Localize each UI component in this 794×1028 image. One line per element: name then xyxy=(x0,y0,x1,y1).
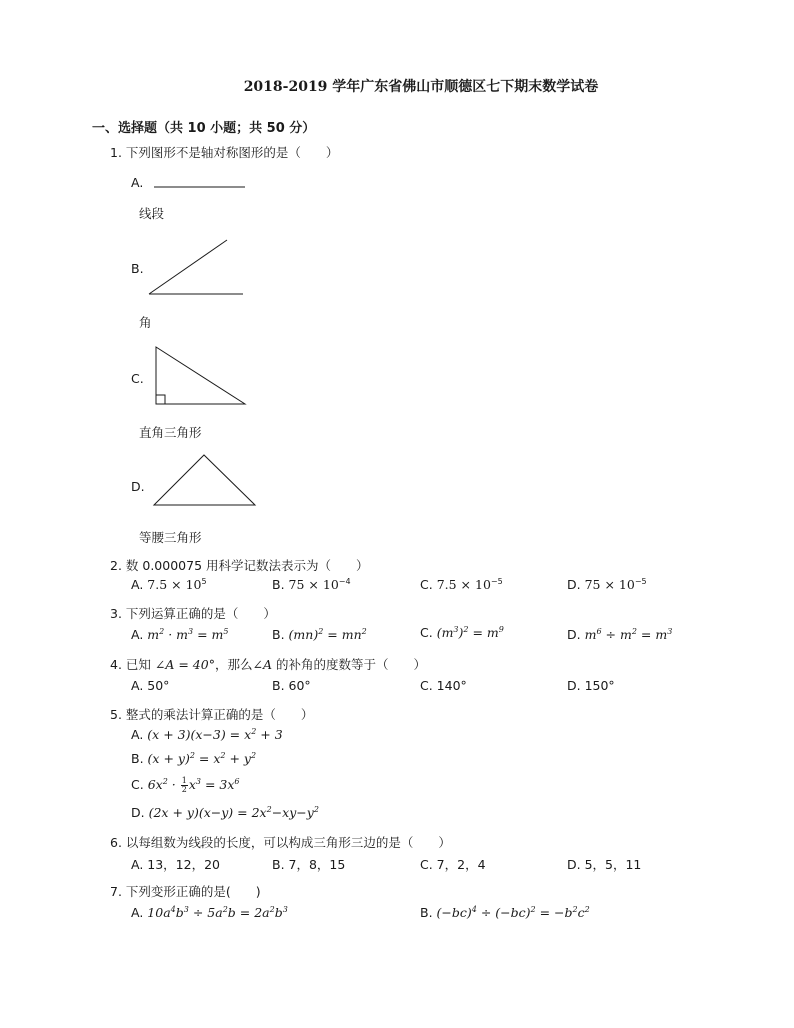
q3-a-label: A. xyxy=(131,627,144,643)
q1-option-b-label: B. xyxy=(131,261,144,276)
q3-c-label: C. xyxy=(420,625,433,641)
q4-stem-math: ∠A = 40° xyxy=(154,657,215,672)
q2-a-exponent: 5 xyxy=(201,577,207,586)
q5-d-label: D. xyxy=(131,805,145,821)
q5-option-b xyxy=(131,751,256,766)
question-1-stem: 1. 下列图形不是轴对称图形的是（ ） xyxy=(110,145,339,160)
q2-c-label: C. xyxy=(420,577,433,593)
q7-a-expression: $10a^4b^3 \div 5a^2b = 2a^2b^3$ xyxy=(147,905,288,921)
right-triangle-figure xyxy=(152,344,250,408)
q2-option-d xyxy=(567,577,647,592)
q2-d-value: 75 × 10 xyxy=(584,577,635,593)
q5-a-expression: $(x + 3)(x-3) = x^2 + 3$ xyxy=(147,727,283,743)
q4-stem-post: 的补角的度数等于（ ） xyxy=(275,657,426,672)
q3-option-d xyxy=(567,627,672,642)
question-5-stem: 5. 整式的乘法计算正确的是（ ） xyxy=(110,707,314,722)
q3-d-expression: $m^6 \div m^2 = m^3$ xyxy=(584,627,673,643)
q7-a-label: A. xyxy=(131,905,144,921)
q7-option-b xyxy=(420,905,590,920)
q1-option-a-caption: 线段 xyxy=(139,206,165,221)
q3-option-a xyxy=(131,627,229,642)
question-7-stem: 7. 下列变形正确的是( ) xyxy=(110,884,261,899)
q7-b-expression: $(-bc)^4 \div (-bc)^2 = -b^2c^2$ xyxy=(436,905,590,921)
question-4-stem xyxy=(110,655,426,673)
q2-option-b xyxy=(272,577,351,592)
q3-option-b xyxy=(272,627,367,642)
q4-option-c: C. 140° xyxy=(420,678,467,693)
q3-option-c xyxy=(420,625,504,640)
isosceles-triangle-figure xyxy=(150,451,260,509)
q1-option-c-caption: 直角三角形 xyxy=(139,425,202,440)
q5-b-label: B. xyxy=(131,751,144,767)
q2-option-a xyxy=(131,577,207,592)
q2-b-exponent: −4 xyxy=(338,577,351,586)
q5-a-label: A. xyxy=(131,727,144,743)
q2-option-c xyxy=(420,577,503,592)
q3-d-label: D. xyxy=(567,627,581,643)
q6-option-a: A. 13，12，20 xyxy=(131,857,220,872)
q3-b-label: B. xyxy=(272,627,285,643)
q5-c-label: C. xyxy=(131,777,144,793)
section-heading: 一、选择题（共 10 小题；共 50 分） xyxy=(92,121,316,136)
q2-d-label: D. xyxy=(567,577,581,593)
question-3-stem: 3. 下列运算正确的是（ ） xyxy=(110,606,276,621)
q4-option-a: A. 50° xyxy=(131,678,170,693)
q4-option-d: D. 150° xyxy=(567,678,615,693)
q3-a-expression: $m^2 \cdot m^3 = m^5$ xyxy=(147,627,229,643)
q2-a-value: 7.5 × 10 xyxy=(147,577,202,593)
q7-b-label: B. xyxy=(420,905,433,921)
q2-b-value: 75 × 10 xyxy=(288,577,339,593)
q1-option-a-label: A. xyxy=(131,175,144,190)
q6-option-c: C. 7，2，4 xyxy=(420,857,486,872)
q4-stem-mid: ，那么 xyxy=(214,657,253,672)
q4-option-b: B. 60° xyxy=(272,678,311,693)
q6-option-d: D. 5，5，11 xyxy=(567,857,642,872)
q3-c-expression: $(m^3)^2 = m^9$ xyxy=(436,625,504,641)
q5-d-expression: $(2x + y)(x-y) = 2x^2-xy-y^2$ xyxy=(148,805,319,821)
page-title: 2018-2019 学年广东省佛山市顺德区七下期末数学试卷 xyxy=(243,79,599,95)
q1-option-c-label: C. xyxy=(131,371,144,386)
q5-option-c xyxy=(131,777,240,794)
q4-stem-pre: 4. 已知 xyxy=(110,657,151,672)
q2-a-label: A. xyxy=(131,577,144,593)
question-6-stem: 6. 以每组数为线段的长度，可以构成三角形三边的是（ ） xyxy=(110,835,451,850)
q5-option-d xyxy=(131,805,319,820)
q5-option-a xyxy=(131,727,283,742)
q2-d-exponent: −5 xyxy=(634,577,647,586)
q2-b-label: B. xyxy=(272,577,285,593)
q3-b-expression: $(mn)^2 = mn^2$ xyxy=(288,627,367,643)
q1-option-b-caption: 角 xyxy=(139,315,152,330)
q7-option-a xyxy=(131,905,288,920)
q1-option-d-label: D. xyxy=(131,479,145,494)
q2-c-exponent: −5 xyxy=(490,577,503,586)
q5-b-expression: $(x + y)^2 = x^2 + y^2$ xyxy=(147,751,257,767)
q4-stem-math2: ∠A xyxy=(252,657,272,672)
q6-option-b: B. 7，8，15 xyxy=(272,857,346,872)
question-2-stem: 2. 数 0.000075 用科学记数法表示为（ ） xyxy=(110,558,369,573)
q2-c-value: 7.5 × 10 xyxy=(436,577,491,593)
angle-figure xyxy=(145,236,249,300)
q1-option-d-caption: 等腰三角形 xyxy=(139,530,202,545)
line-segment-figure xyxy=(150,180,250,192)
q5-c-expression: $6x^2$ · $\frac{1}{2}$ $x^3 = 3x^6$ xyxy=(147,776,240,795)
